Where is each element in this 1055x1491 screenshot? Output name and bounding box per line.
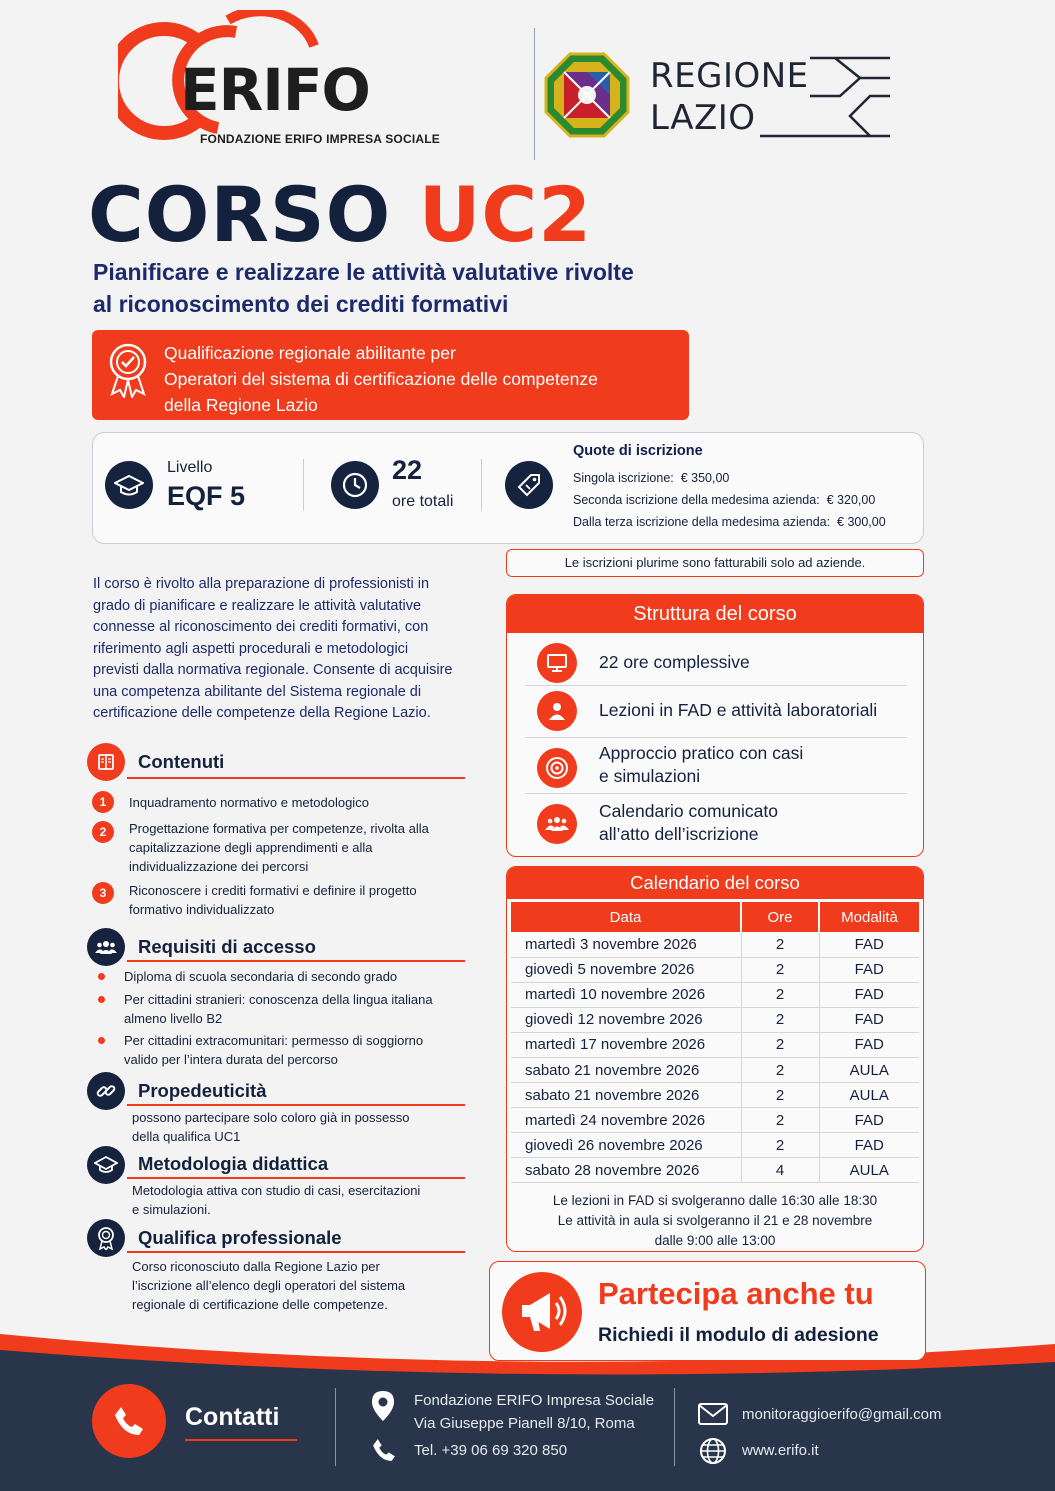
section-title-propedeuticita: Propedeuticità bbox=[138, 1080, 267, 1101]
course-structure-panel bbox=[506, 594, 924, 857]
calendar-date: sabato 21 novembre 2026 bbox=[511, 1083, 741, 1108]
footer-org: Fondazione ERIFO Impresa Sociale bbox=[414, 1392, 655, 1409]
propedeuticita-text bbox=[132, 1108, 410, 1146]
info-divider bbox=[481, 459, 482, 511]
bullet-point bbox=[98, 996, 105, 1003]
book-icon bbox=[87, 743, 125, 781]
structure-text bbox=[599, 800, 778, 846]
requirement-line: Diploma di scuola secondaria di secondo grado bbox=[124, 969, 398, 984]
structure-text bbox=[599, 742, 803, 788]
fee-row bbox=[573, 493, 875, 507]
calendar-date: martedì 24 novembre 2026 bbox=[511, 1108, 741, 1133]
structure-line: Calendario comunicato bbox=[599, 801, 778, 821]
subtitle-line: al riconoscimento dei crediti formativi bbox=[93, 291, 509, 317]
group-icon bbox=[537, 804, 577, 844]
course-calendar-panel bbox=[506, 866, 924, 1252]
number-badge: 3 bbox=[92, 882, 114, 904]
calendar-date: martedì 3 novembre 2026 bbox=[511, 932, 741, 957]
qualification-line: della Regione Lazio bbox=[164, 395, 318, 415]
fee-amount: € 350,00 bbox=[680, 471, 730, 485]
graduation-cap-icon bbox=[87, 1146, 125, 1184]
requirement-line: almeno livello B2 bbox=[124, 1011, 223, 1026]
description-line: Il corso è rivolto alla preparazione di professionisti in bbox=[93, 576, 430, 592]
cta-box[interactable] bbox=[489, 1261, 926, 1361]
structure-item bbox=[507, 641, 889, 685]
structure-divider bbox=[525, 737, 907, 738]
award-ribbon-icon bbox=[106, 342, 150, 398]
calendar-date: giovedì 12 novembre 2026 bbox=[511, 1007, 741, 1032]
structure-line: Lezioni in FAD e attività laboratoriali bbox=[599, 700, 878, 720]
fee-label: Seconda iscrizione della medesima azienda: bbox=[573, 493, 820, 507]
cta-subtitle[interactable]: Richiedi il modulo di adesione bbox=[598, 1324, 879, 1346]
subtitle-line: Pianificare e realizzare le attività valutative rivolte bbox=[93, 259, 634, 285]
qualifica-line: regionale di certificazione delle competenze. bbox=[132, 1297, 388, 1312]
footer-divider bbox=[674, 1388, 675, 1466]
calendar-hours: 2 bbox=[741, 1083, 819, 1108]
section-underline bbox=[127, 1251, 465, 1253]
calendar-mode: FAD bbox=[819, 932, 919, 957]
table-row bbox=[511, 982, 919, 1007]
requirement-line: Per cittadini stranieri: conoscenza della lingua italiana bbox=[124, 992, 433, 1007]
title-uc2: UC2 bbox=[418, 170, 593, 259]
qualifica-text bbox=[132, 1257, 405, 1314]
content-item bbox=[129, 881, 417, 919]
page-title bbox=[88, 170, 592, 259]
fees-title: Quote di iscrizione bbox=[573, 443, 703, 459]
content-item-line: Inquadramento normativo e metodologico bbox=[129, 795, 369, 810]
footer-address: Via Giuseppe Pianell 8/10, Roma bbox=[414, 1415, 635, 1432]
calendar-note-line: dalle 9:00 alle 13:00 bbox=[654, 1233, 776, 1248]
calendar-table bbox=[511, 902, 919, 1183]
section-title-contenuti: Contenuti bbox=[138, 751, 225, 772]
metodologia-line: e simulazioni. bbox=[132, 1202, 211, 1217]
metodologia-line: Metodologia attiva con studio di casi, esercitazioni bbox=[132, 1183, 421, 1198]
megaphone-icon bbox=[502, 1272, 582, 1352]
qualification-line: Qualificazione regionale abilitante per bbox=[164, 343, 456, 363]
calendar-date: martedì 10 novembre 2026 bbox=[511, 982, 741, 1007]
content-item-line: individualizzazione dei percorsi bbox=[129, 859, 309, 874]
calendar-hours: 4 bbox=[741, 1158, 819, 1183]
phone-icon bbox=[111, 1403, 147, 1439]
section-underline bbox=[127, 1104, 465, 1106]
description-line: connesse al riconoscimento dei crediti formativi, con bbox=[93, 619, 429, 635]
footer-phone[interactable]: Tel. +39 06 69 320 850 bbox=[414, 1442, 568, 1459]
calendar-note-line: Le lezioni in FAD si svolgeranno dalle 16:30 alle 18:30 bbox=[552, 1193, 878, 1208]
erifo-wordmark: ERIFO bbox=[180, 56, 370, 124]
bullet-point bbox=[98, 973, 105, 980]
calendar-hours: 2 bbox=[741, 1007, 819, 1032]
calendar-mode: AULA bbox=[819, 1057, 919, 1082]
content-item-line: capitalizzazione degli apprendimenti e alla bbox=[129, 840, 373, 855]
calendar-mode: FAD bbox=[819, 1133, 919, 1158]
header-divider bbox=[534, 28, 535, 160]
description-line: grado di pianificare e realizzare le attività valutative bbox=[93, 597, 422, 614]
calendar-hours: 2 bbox=[741, 1057, 819, 1082]
lazio-lines-icon bbox=[750, 56, 890, 140]
calendar-hours: 2 bbox=[741, 1032, 819, 1057]
calendar-notes bbox=[507, 1191, 923, 1251]
calendar-col-modalita: Modalità bbox=[819, 902, 919, 932]
calendar-title: Calendario del corso bbox=[507, 867, 923, 899]
page-subtitle bbox=[93, 256, 733, 320]
calendar-mode: AULA bbox=[819, 1083, 919, 1108]
structure-line: all’atto dell’iscrizione bbox=[599, 824, 759, 844]
email-icon bbox=[698, 1403, 728, 1425]
cta-title: Partecipa anche tu bbox=[598, 1276, 874, 1311]
propedeuticita-line: possono partecipare solo coloro già in possesso bbox=[132, 1110, 410, 1125]
requirement-line: Per cittadini extracomunitari: permesso di soggiorno bbox=[124, 1033, 424, 1048]
requirement-line: valido per l’intera durata del percorso bbox=[124, 1052, 338, 1067]
fee-row bbox=[573, 471, 729, 485]
group-icon bbox=[87, 928, 125, 966]
contacts-underline bbox=[185, 1439, 297, 1441]
calendar-mode: FAD bbox=[819, 1032, 919, 1057]
phone-icon bbox=[370, 1436, 398, 1464]
structure-line: e simulazioni bbox=[599, 766, 701, 786]
structure-item bbox=[507, 689, 889, 733]
qualification-line: Operatori del sistema di certificazione delle competenze bbox=[164, 369, 598, 389]
title-corso: CORSO bbox=[88, 170, 392, 259]
award-icon bbox=[87, 1219, 125, 1257]
calendar-header-row bbox=[511, 902, 919, 932]
footer-email[interactable]: monitoraggioerifo@gmail.com bbox=[742, 1406, 942, 1423]
description-line: certificazione delle competenze della Regione Lazio. bbox=[93, 705, 431, 721]
fee-amount: € 320,00 bbox=[826, 493, 876, 507]
calendar-col-ore: Ore bbox=[741, 902, 819, 932]
table-row bbox=[511, 932, 919, 957]
description-line: una competenza abilitante del Sistema regionale di bbox=[93, 683, 422, 700]
table-row bbox=[511, 1057, 919, 1082]
target-icon bbox=[537, 748, 577, 788]
level-value: EQF 5 bbox=[167, 481, 246, 511]
level-label: Livello bbox=[167, 459, 213, 476]
calendar-mode: FAD bbox=[819, 1108, 919, 1133]
calendar-hours: 2 bbox=[741, 1108, 819, 1133]
course-description bbox=[93, 574, 485, 725]
calendar-mode: FAD bbox=[819, 982, 919, 1007]
description-line: riferimento agli aspetti procedurali e metodologici bbox=[93, 640, 409, 657]
content-item bbox=[129, 819, 429, 876]
calendar-mode: FAD bbox=[819, 1007, 919, 1032]
calendar-mode: FAD bbox=[819, 957, 919, 982]
qualification-banner bbox=[92, 330, 689, 420]
link-icon bbox=[87, 1072, 125, 1110]
requirement-item bbox=[124, 990, 433, 1028]
content-item bbox=[129, 793, 369, 812]
table-row bbox=[511, 1032, 919, 1057]
fee-label: Singola iscrizione: bbox=[573, 471, 674, 485]
requirement-item bbox=[124, 1031, 423, 1069]
section-title-requisiti: Requisiti di accesso bbox=[138, 936, 316, 957]
table-row bbox=[511, 957, 919, 982]
section-underline bbox=[127, 1177, 465, 1179]
number-badge: 2 bbox=[92, 821, 114, 843]
price-tag-icon bbox=[505, 461, 553, 509]
section-title-qualifica: Qualifica professionale bbox=[138, 1227, 342, 1248]
calendar-hours: 2 bbox=[741, 957, 819, 982]
structure-divider bbox=[525, 793, 907, 794]
calendar-hours: 2 bbox=[741, 1133, 819, 1158]
description-line: previsti dalla normativa regionale. Consente di acquisire bbox=[93, 662, 453, 678]
qualification-text bbox=[164, 340, 598, 418]
content-item-line: formativo individualizzato bbox=[129, 902, 275, 917]
calendar-date: sabato 21 novembre 2026 bbox=[511, 1057, 741, 1082]
lazio-word-regione: REGIONE bbox=[650, 56, 809, 96]
location-pin-icon bbox=[370, 1390, 396, 1422]
regione-lazio-emblem bbox=[544, 52, 630, 138]
calendar-date: giovedì 5 novembre 2026 bbox=[511, 957, 741, 982]
erifo-logo bbox=[118, 10, 448, 150]
qualifica-line: l’iscrizione all’elenco degli operatori del sistema bbox=[132, 1278, 406, 1293]
regione-lazio-wordmark bbox=[650, 56, 890, 140]
section-underline bbox=[127, 960, 465, 962]
fee-amount: € 300,00 bbox=[837, 515, 886, 529]
metodologia-text bbox=[132, 1181, 420, 1219]
calendar-date: giovedì 26 novembre 2026 bbox=[511, 1133, 741, 1158]
structure-item bbox=[507, 803, 889, 853]
calendar-hours: 2 bbox=[741, 982, 819, 1007]
section-title-metodologia: Metodologia didattica bbox=[138, 1153, 329, 1174]
propedeuticita-line: della qualifica UC1 bbox=[132, 1129, 241, 1144]
course-info-box bbox=[92, 432, 924, 544]
number-badge: 1 bbox=[92, 791, 114, 813]
contacts-label: Contatti bbox=[185, 1403, 280, 1431]
structure-text bbox=[599, 699, 877, 722]
calendar-col-data: Data bbox=[511, 902, 741, 932]
invoice-note: Le iscrizioni plurime sono fatturabili solo ad aziende. bbox=[506, 549, 924, 577]
fee-row bbox=[573, 515, 886, 529]
requirement-item bbox=[124, 967, 397, 986]
person-icon bbox=[537, 691, 577, 731]
structure-text bbox=[599, 651, 750, 674]
table-row bbox=[511, 1083, 919, 1108]
bullet-point bbox=[98, 1037, 105, 1044]
content-item-line: Progettazione formativa per competenze, rivolta alla bbox=[129, 821, 429, 836]
structure-line: Approccio pratico con casi bbox=[599, 743, 804, 763]
footer-divider bbox=[335, 1388, 336, 1466]
calendar-date: sabato 28 novembre 2026 bbox=[511, 1158, 741, 1183]
table-row bbox=[511, 1007, 919, 1032]
table-row bbox=[511, 1133, 919, 1158]
calendar-mode: AULA bbox=[819, 1158, 919, 1183]
hours-value: 22 bbox=[392, 455, 423, 485]
phone-button[interactable] bbox=[92, 1384, 166, 1458]
info-divider bbox=[303, 459, 304, 511]
hours-label: ore totali bbox=[392, 493, 454, 510]
footer-website[interactable]: www.erifo.it bbox=[742, 1442, 819, 1459]
structure-divider bbox=[525, 685, 907, 686]
erifo-subtitle: FONDAZIONE ERIFO IMPRESA SOCIALE bbox=[200, 132, 440, 146]
fee-label: Dalla terza iscrizione della medesima azienda: bbox=[573, 515, 831, 529]
section-underline bbox=[127, 777, 465, 779]
structure-item bbox=[507, 745, 889, 795]
lazio-word-lazio: LAZIO bbox=[650, 98, 756, 138]
course-structure-title: Struttura del corso bbox=[507, 595, 923, 633]
structure-line: 22 ore complessive bbox=[599, 652, 750, 672]
globe-icon bbox=[699, 1437, 727, 1465]
table-row bbox=[511, 1158, 919, 1183]
calendar-date: martedì 17 novembre 2026 bbox=[511, 1032, 741, 1057]
content-item-line: Riconoscere i crediti formativi e definire il progetto bbox=[129, 883, 417, 898]
qualifica-line: Corso riconosciuto dalla Regione Lazio per bbox=[132, 1259, 380, 1274]
calendar-hours: 2 bbox=[741, 932, 819, 957]
calendar-note-line: Le attività in aula si svolgeranno il 21 e 28 novembre bbox=[557, 1213, 873, 1228]
graduation-cap-icon bbox=[105, 461, 153, 509]
monitor-icon bbox=[537, 643, 577, 683]
table-row bbox=[511, 1108, 919, 1133]
clock-icon bbox=[331, 461, 379, 509]
